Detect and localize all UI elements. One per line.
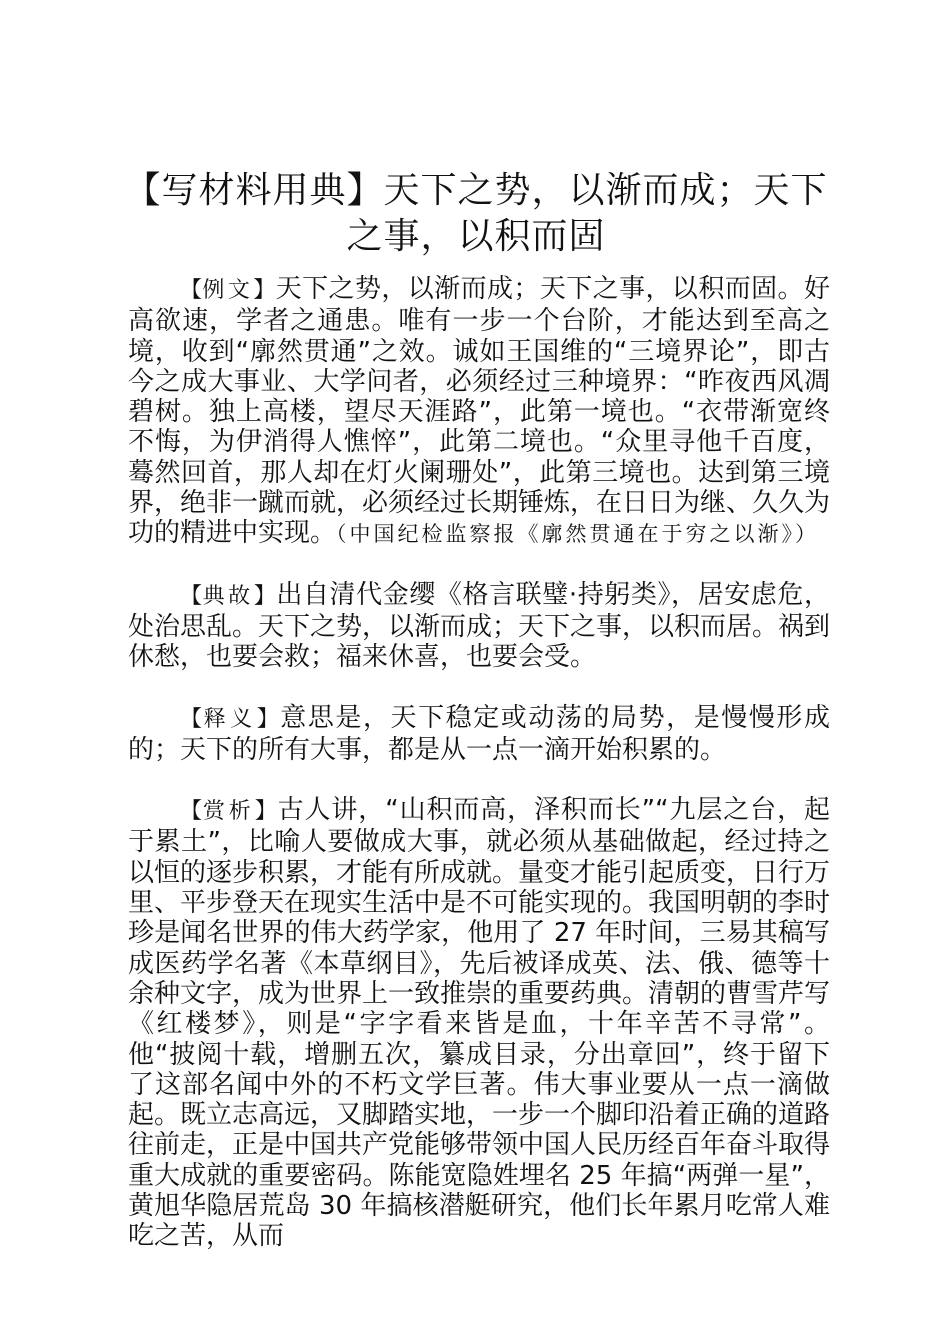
bracket-open: 【 — [180, 278, 203, 303]
bracket-close: 】 — [253, 278, 276, 303]
bracket-open: 【 — [180, 799, 203, 825]
section-tag-label: 释义 — [203, 706, 257, 732]
section-text: 天下之势，以渐而成；天下之事，以积而固。好高欲速，学者之通患。唯有一步一个台阶，才能达到至高之境，收到“廓然贯通”之效。诚如王国维的“三境界论”，即古今之成大事业、大学问者，必须经过三种境界：“昨夜西风凋碧树。独上高楼，望尽天涯路”，此第一境也。“衣带渐宽终不悔，为伊消得人憔悴”，此第二境也。“众里寻他千百度，蓦然回首，那人却在灯火阑珊处”，此第三境也。达到第三境界，绝非一蹴而就，必须经过长期锤炼，在日日为继、久久为功的精进中实现。 — [128, 274, 831, 549]
document-body — [128, 274, 830, 1282]
section-tag-label: 例文 — [202, 278, 254, 303]
section-example — [128, 274, 830, 550]
section-text: 出自清代金缨《格言联璧·持躬类》，居安虑危，处治思乱。天下之势，以渐而成；天下之事，以积而居。祸到休愁，也要会救；福来休喜，也要会受。 — [128, 579, 831, 673]
section-tag — [180, 707, 280, 732]
section-source: （中国纪检监察报《廓然贯通在于穷之以渐》） — [336, 522, 820, 547]
bracket-open: 【 — [180, 583, 203, 609]
section-appreciation — [128, 795, 830, 1251]
section-text: 古人讲，“山积而高，泽积而长”“九层之台，起于累土”，比喻人要做成大事，就必须从基础做起，经过持之以恒的逐步积累，才能有所成就。量变才能引起质变，日行万里、平步登天在现实生活中是不可能实现的。我国明朝的李时珍是闻名世界的伟大药学家，他用了 27 年时间，三易其稿写成医药学名著《本草纲目》，先后被译成英、法、俄、德等十余种文字，成为世界上一致推崇的重要药典。清朝的曹雪芹写《红楼梦》，则是“字字看来皆是血，十年辛苦不寻常”。他“披阅十载，增删五次，纂成目录，分出章回”，终于留下了这部名闻中外的不朽文学巨著。伟大事业要从一点一滴做起。既立志高远，又脚踏实地，一步一个脚印沿着正确的道路往前走，正是中国共产党能够带领中国人民历经百年奋斗取得重大成就的重要密码。陈能宽隐姓埋名 25 年搞“两弹一星”，黄旭华隐居荒岛 30 年搞核潜艇研究，他们长年累月吃常人难吃之苦，从而 — [128, 795, 831, 1252]
bracket-close: 】 — [256, 706, 281, 732]
section-meaning — [128, 703, 830, 766]
bracket-close: 】 — [254, 799, 278, 825]
bracket-open: 【 — [180, 706, 204, 732]
section-tag — [180, 799, 278, 824]
section-allusion — [128, 580, 830, 673]
section-tag — [180, 278, 276, 303]
section-text: 意思是，天下稳定或动荡的局势，是慢慢形成的；天下的所有大事，都是从一点一滴开始积累的。 — [128, 702, 830, 765]
section-tag — [180, 584, 276, 609]
bracket-close: 】 — [253, 583, 277, 609]
section-tag-label: 典故 — [202, 583, 254, 609]
page-title: 【写材料用典】天下之势，以渐而成；天下之事，以积而固 — [124, 170, 828, 257]
section-tag-label: 赏析 — [202, 799, 255, 825]
